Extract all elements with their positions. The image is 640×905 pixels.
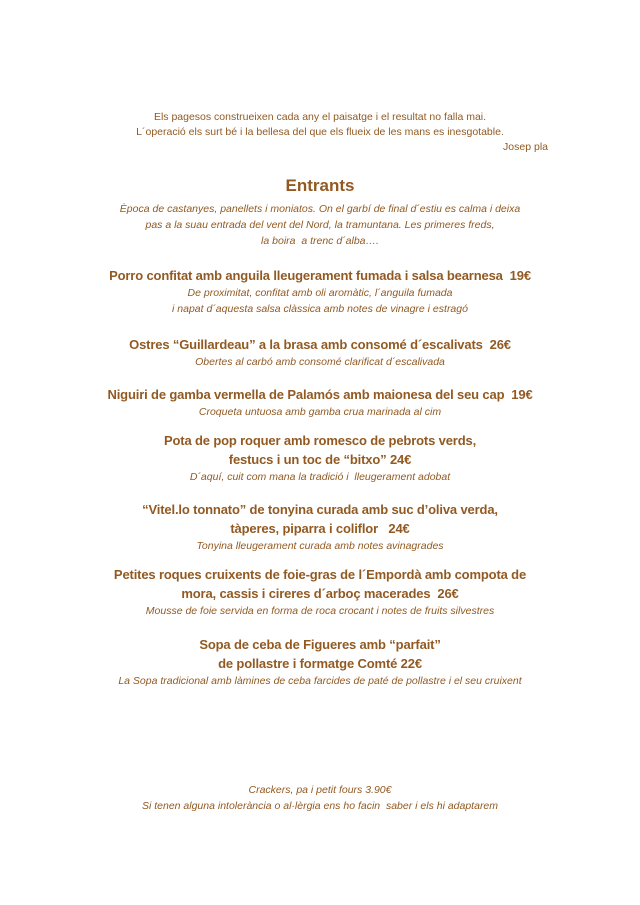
menu-item-description (0, 404, 640, 420)
menu-item (0, 266, 640, 317)
epigraph-quote (0, 110, 640, 153)
menu-item-description (0, 603, 640, 619)
section-title: Entrants (285, 176, 355, 195)
menu-item-title (0, 266, 640, 285)
menu-item-title-line: Niguiri de gamba vermella de Palamós amb maionesa del seu cap 19€ (107, 387, 533, 402)
menu-item (0, 385, 640, 420)
menu-item-title-line: festucs i un toc de “bitxo” 24€ (228, 452, 412, 467)
quote-line: L´operació els surt bé i la bellesa del que els flueix de les mans es inesgotable. (136, 126, 504, 138)
menu-item-title-line: Sopa de ceba de Figueres amb “parfait” (199, 637, 441, 652)
menu-item-title (0, 431, 640, 469)
quote-line: Els pagesos construeixen cada any el paisatge i el resultat no falla mai. (153, 111, 487, 123)
menu-item-title-line: de pollastre i formatge Comté 22€ (218, 656, 422, 671)
menu-item (0, 565, 640, 619)
intro-line: la boira a trenc d´alba…. (261, 235, 379, 247)
menu-item-title-line: Petites roques cruixents de foie-gras de l´Empordà amb compota de (113, 567, 527, 582)
menu-item-description (0, 469, 640, 485)
menu-item (0, 635, 640, 689)
menu-item-title (0, 335, 640, 354)
menu-item-title-line: Pota de pop roquer amb romesco de pebrots verds, (163, 433, 477, 448)
menu-item-description (0, 538, 640, 554)
menu-item (0, 500, 640, 554)
menu-item-title-line: tàperes, piparra i coliflor 24€ (230, 521, 410, 536)
menu-item-description (0, 354, 640, 370)
footer-line: Crackers, pa i petit fours 3.90€ (248, 784, 392, 796)
intro-line: pas a la suau entrada del vent del Nord, la tramuntana. Les primeres freds, (145, 219, 495, 231)
intro-line: Època de castanyes, panellets i moniatos. On el garbí de final d´estiu es calma i deixa (119, 203, 521, 215)
menu-item-title-line: mora, cassis i cireres d´arboç macerades 26€ (181, 586, 459, 601)
menu-item (0, 335, 640, 370)
menu-item-description-line: De proximitat, confitat amb oli aromàtic, l´anguila fumada (187, 287, 453, 299)
menu-item-description-line: D´aquí, cuit com mana la tradició i lleugerament adobat (189, 471, 451, 483)
menu-item-description-line: La Sopa tradicional amb làmines de ceba farcides de paté de pollastre i el seu cruixent (118, 675, 522, 687)
menu-item-title-line: “Vitel.lo tonnato” de tonyina curada amb suc d’oliva verda, (142, 502, 498, 517)
menu-item-title-line: Porro confitat amb anguila lleugerament fumada i salsa bearnesa 19€ (109, 268, 531, 283)
menu-item-title-line: Ostres “Guillardeau” a la brasa amb consomé d´escalivats 26€ (129, 337, 511, 352)
menu-item-description-line: Croqueta untuosa amb gamba crua marinada al cim (198, 406, 442, 418)
menu-item-description-line: Obertes al carbó amb consomé clarificat d´escalivada (195, 356, 445, 368)
menu-item-title (0, 385, 640, 404)
menu-item-description (0, 673, 640, 689)
menu-item-title (0, 565, 640, 603)
menu-item (0, 431, 640, 485)
menu-item-title (0, 635, 640, 673)
section-intro (0, 201, 640, 249)
quote-author: Josep pla (503, 141, 548, 153)
menu-item-description (0, 285, 640, 317)
footer-line: Si tenen alguna intolerància o al·lèrgia ens ho facin saber i els hi adaptarem (141, 800, 499, 812)
menu-item-description-line: Tonyina lleugerament curada amb notes avinagrades (196, 540, 444, 552)
menu-footer (0, 782, 640, 814)
menu-item-description-line: Mousse de foie servida en forma de roca crocant i notes de fruits silvestres (145, 605, 495, 617)
menu-item-description-line: i napat d´aquesta salsa clàssica amb notes de vinagre i estragó (172, 303, 468, 315)
menu-item-title (0, 500, 640, 538)
